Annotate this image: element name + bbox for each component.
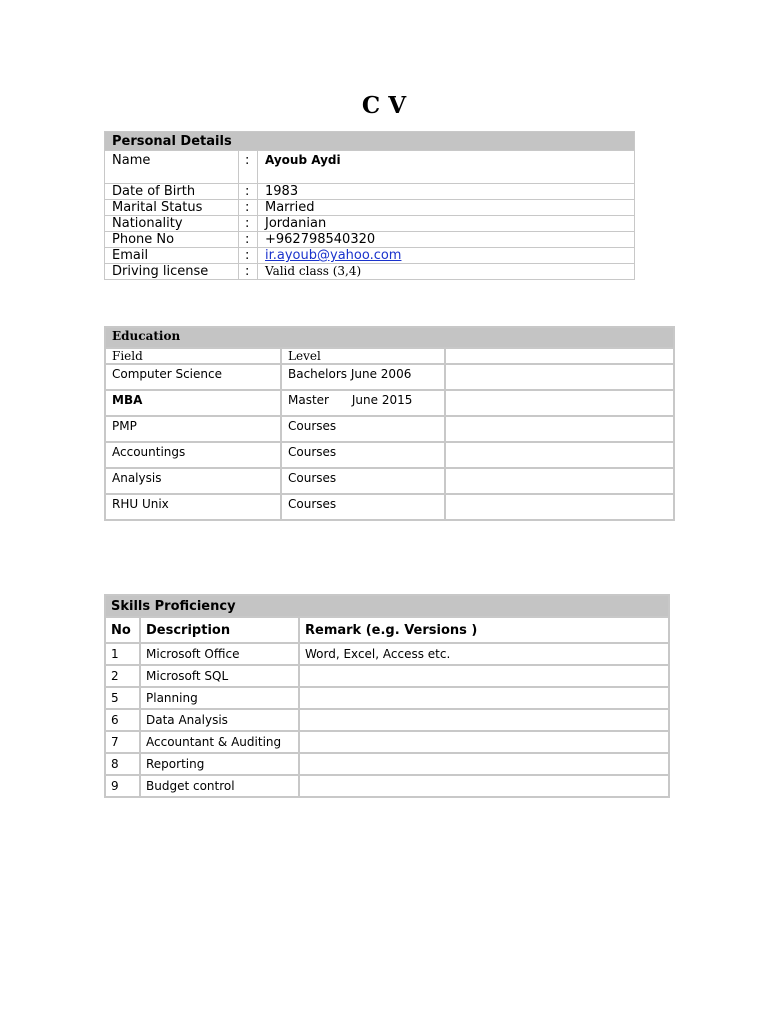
name-value: Ayoub Aydi [258, 151, 634, 183]
row-separator: : [239, 151, 257, 183]
remark-cell [300, 732, 668, 752]
table-row [105, 200, 634, 215]
table-row [105, 264, 634, 279]
nationality-value: Jordanian [258, 216, 634, 231]
education-table [104, 326, 675, 521]
education-heading: Education [106, 328, 673, 347]
extra-cell [446, 443, 673, 467]
level-cell: Courses [282, 495, 444, 519]
table-row [106, 469, 673, 493]
no-cell: 1 [106, 644, 139, 664]
field-cell: Accountings [106, 443, 280, 467]
table-row [105, 216, 634, 231]
row-separator: : [239, 200, 257, 215]
field-cell: PMP [106, 417, 280, 441]
personal-details-table [104, 131, 635, 280]
table-row [105, 232, 634, 247]
column-header-extra [446, 349, 673, 363]
description-cell: Planning [141, 688, 298, 708]
level-cell: Courses [282, 417, 444, 441]
table-row [106, 417, 673, 441]
table-row [106, 644, 668, 664]
row-label: Nationality [105, 216, 238, 231]
remark-cell: Word, Excel, Access etc. [300, 644, 668, 664]
table-row [106, 365, 673, 389]
table-row [106, 443, 673, 467]
description-cell: Data Analysis [141, 710, 298, 730]
table-row [106, 495, 673, 519]
level-cell: Bachelors June 2006 [282, 365, 444, 389]
row-separator: : [239, 264, 257, 279]
table-row [106, 776, 668, 796]
row-label: Marital Status [105, 200, 238, 215]
table-row [105, 184, 634, 199]
table-row [106, 688, 668, 708]
page-title: C V [361, 92, 407, 119]
table-row [106, 732, 668, 752]
extra-cell [446, 365, 673, 389]
row-separator: : [239, 232, 257, 247]
field-cell: Computer Science [106, 365, 280, 389]
remark-cell [300, 776, 668, 796]
no-cell: 7 [106, 732, 139, 752]
email-cell [258, 248, 634, 263]
row-label: Driving license [105, 264, 238, 279]
remark-cell [300, 688, 668, 708]
level-cell: Courses [282, 469, 444, 493]
extra-cell [446, 391, 673, 415]
description-cell: Microsoft Office [141, 644, 298, 664]
birth-value: 1983 [258, 184, 634, 199]
row-separator: : [239, 216, 257, 231]
marital-value: Married [258, 200, 634, 215]
no-cell: 5 [106, 688, 139, 708]
table-row [106, 710, 668, 730]
column-header-remark: Remark (e.g. Versions ) [300, 618, 668, 642]
no-cell: 9 [106, 776, 139, 796]
field-cell: RHU Unix [106, 495, 280, 519]
description-cell: Accountant & Auditing [141, 732, 298, 752]
level-cell: Courses [282, 443, 444, 467]
email-link[interactable]: ir.ayoub@yahoo.com [265, 248, 402, 263]
table-column-row [106, 349, 673, 363]
table-row [106, 391, 673, 415]
personal-details-heading: Personal Details [105, 132, 634, 150]
table-header-row [106, 328, 673, 347]
table-row [105, 248, 634, 263]
description-cell: Microsoft SQL [141, 666, 298, 686]
table-header-row [106, 596, 668, 616]
column-header-field: Field [106, 349, 280, 363]
description-cell: Budget control [141, 776, 298, 796]
row-label: Email [105, 248, 238, 263]
table-row [105, 151, 634, 183]
field-cell: MBA [106, 391, 280, 415]
description-cell: Reporting [141, 754, 298, 774]
table-row [106, 666, 668, 686]
column-header-level: Level [282, 349, 444, 363]
remark-cell [300, 754, 668, 774]
extra-cell [446, 417, 673, 441]
table-header-row [105, 132, 634, 150]
skills-table [104, 594, 670, 798]
remark-cell [300, 710, 668, 730]
row-label: Name [105, 151, 238, 183]
extra-cell [446, 495, 673, 519]
no-cell: 2 [106, 666, 139, 686]
skills-heading: Skills Proficiency [106, 596, 668, 616]
table-column-row [106, 618, 668, 642]
remark-cell [300, 666, 668, 686]
column-header-no: No [106, 618, 139, 642]
phone-value: +962798540320 [258, 232, 634, 247]
field-cell: Analysis [106, 469, 280, 493]
license-value: Valid class (3,4) [258, 264, 634, 279]
extra-cell [446, 469, 673, 493]
row-label: Date of Birth [105, 184, 238, 199]
column-header-description: Description [141, 618, 298, 642]
row-label: Phone No [105, 232, 238, 247]
no-cell: 8 [106, 754, 139, 774]
row-separator: : [239, 248, 257, 263]
level-cell: Master June 2015 [282, 391, 444, 415]
row-separator: : [239, 184, 257, 199]
table-row [106, 754, 668, 774]
no-cell: 6 [106, 710, 139, 730]
